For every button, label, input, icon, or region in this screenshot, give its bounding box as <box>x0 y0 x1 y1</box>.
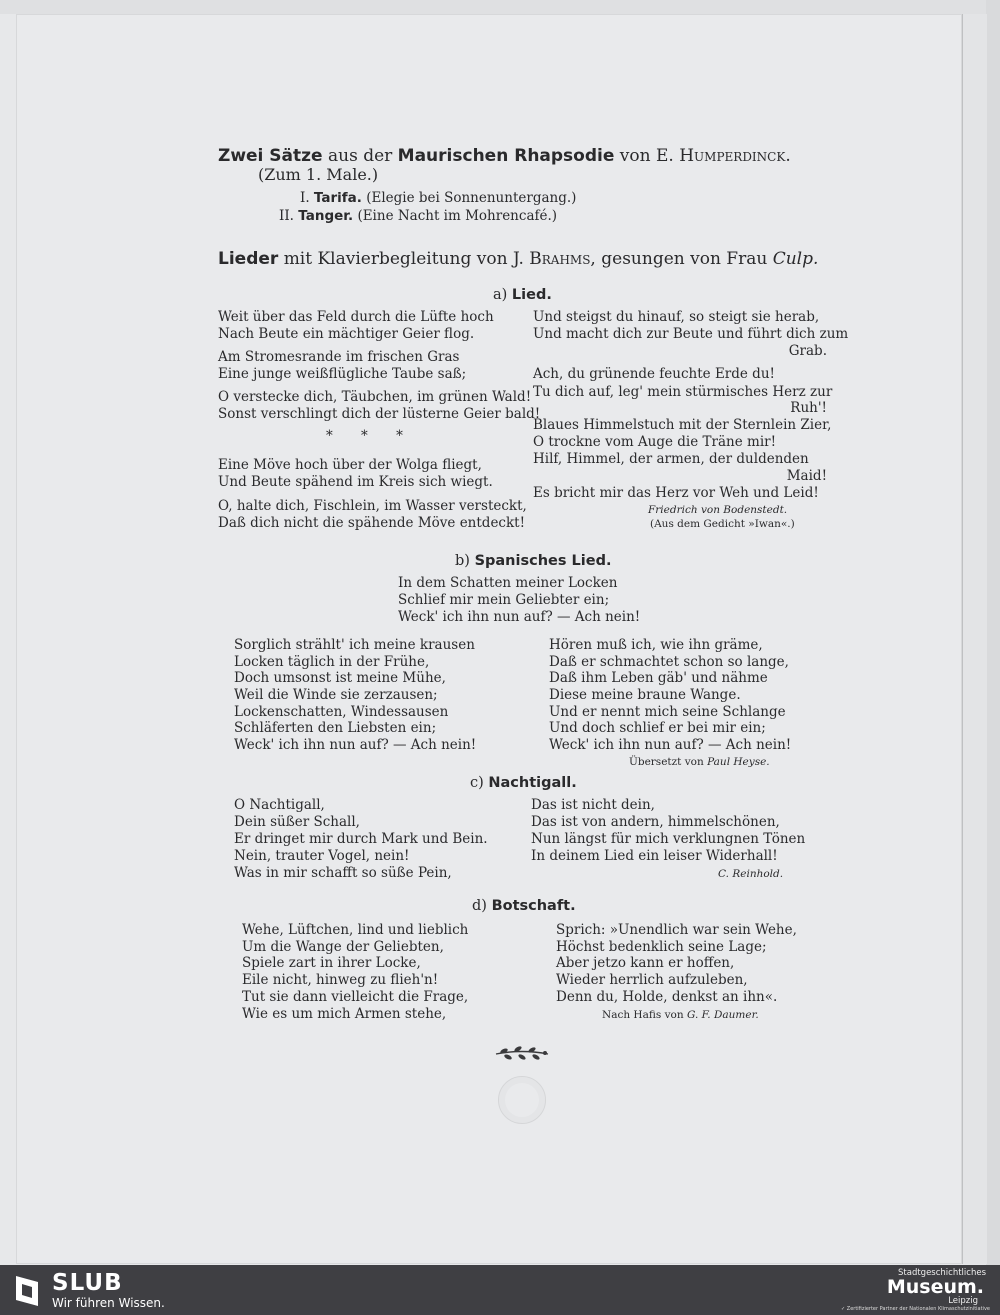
song-a-heading <box>493 287 552 304</box>
song-b-prefix: b) <box>455 553 470 569</box>
song-c-left-line-5: Was in mir schafft so süße Pein, <box>234 865 452 881</box>
song-c-left-line-3: Er dringet mir durch Mark und Bein. <box>234 831 488 847</box>
singer-name: Culp. <box>772 249 819 269</box>
song-a-left-line-8: Und Beute spähend im Kreis sich wiegt. <box>218 474 493 490</box>
song-c-author: C. Reinhold. <box>718 868 784 880</box>
song-b-heading <box>455 553 611 570</box>
song-d-credit-name: G. F. Daumer. <box>686 1009 759 1021</box>
song-b-right-line-5: Und er nennt mich seine Schlange <box>549 704 786 720</box>
song-d-left-line-2: Um die Wange der Geliebten, <box>242 939 444 955</box>
program-title <box>218 146 791 166</box>
song-c-right-line-2: Das ist von andern, himmelschönen, <box>531 814 780 830</box>
song-a-prefix: a) <box>493 287 508 303</box>
movement-1 <box>300 190 576 207</box>
song-b-right-line-3: Daß ihm Leben gäb' und nähme <box>549 670 768 686</box>
song-d-left-line-1: Wehe, Lüftchen, lind und lieblich <box>242 922 469 938</box>
song-c-heading <box>470 775 577 792</box>
song-b-right-line-4: Diese meine braune Wange. <box>549 687 741 703</box>
song-a-left-line-9: O, halte dich, Fischlein, im Wasser versteckt, <box>218 498 527 514</box>
song-d-right-line-5: Denn du, Holde, denkst an ihn«. <box>556 989 778 1005</box>
slub-logo-icon[interactable] <box>14 1272 40 1308</box>
song-d-right-line-3: Aber jetzo kann er hoffen, <box>556 955 735 971</box>
song-d-credit-prefix: Nach Hafis von <box>602 1009 684 1021</box>
movement-2-number: II. <box>279 208 294 224</box>
song-b-credit <box>629 756 770 768</box>
song-c-left-line-1: O Nachtigall, <box>234 797 325 813</box>
program-note: (Zum 1. Male.) <box>258 165 379 184</box>
song-a-right-line-9: Hilf, Himmel, der armen, der duldenden <box>533 451 809 467</box>
museum-city: Leipzig <box>948 1296 978 1306</box>
slub-name[interactable]: SLUB <box>52 1270 123 1296</box>
lieder-bold: Lieder <box>218 249 279 269</box>
song-d-left-line-5: Tut sie dann vielleicht die Frage, <box>242 989 469 1005</box>
song-a-author: Friedrich von Bodenstedt. <box>648 504 788 516</box>
song-a-title: Lied. <box>511 287 552 303</box>
song-d-heading <box>472 898 576 915</box>
song-a-right-line-10: Maid! <box>786 468 827 484</box>
movement-1-desc: (Elegie bei Sonnenuntergang.) <box>366 190 577 206</box>
song-d-left-line-4: Eile nicht, hinweg zu flieh'n! <box>242 972 439 988</box>
museum-top-label: Stadtgeschichtliches <box>898 1268 986 1278</box>
song-a-right-line-11: Es bricht mir das Herz vor Weh und Leid! <box>533 485 819 501</box>
song-b-title: Spanisches Lied. <box>474 553 612 569</box>
song-b-left-line-2: Locken täglich in der Frühe, <box>234 654 430 670</box>
song-a-left-line-3: Am Stromesrande im frischen Gras <box>218 349 460 365</box>
scan-top-edge <box>0 0 1000 14</box>
floral-ornament-icon <box>494 1043 550 1065</box>
song-a-right-line-6: Ruh'! <box>790 400 827 416</box>
movement-2-name: Tanger. <box>298 208 354 224</box>
next-page-strip <box>962 14 987 1264</box>
song-b-intro-2: Schlief mir mein Geliebter ein; <box>398 592 610 608</box>
title-bold-2: Maurischen Rhapsodie <box>397 146 615 166</box>
movement-2 <box>279 208 557 225</box>
song-c-left-line-2: Dein süßer Schall, <box>234 814 360 830</box>
song-b-credit-name: Paul Heyse. <box>707 756 770 768</box>
title-bold-1: Zwei Sätze <box>218 146 323 166</box>
song-d-credit <box>602 1009 759 1021</box>
scan-right-edge <box>986 0 1000 1265</box>
song-b-intro-3: Weck' ich ihn nun auf? — Ach nein! <box>398 609 641 625</box>
song-b-right-line-6: Und doch schlief er bei mir ein; <box>549 720 766 736</box>
song-b-right-line-2: Daß er schmachtet schon so lange, <box>549 654 789 670</box>
song-a-right-line-8: O trockne vom Auge die Träne mir! <box>533 434 777 450</box>
slub-tagline: Wir führen Wissen. <box>52 1296 165 1310</box>
song-a-right-line-5: Tu dich auf, leg' mein stürmisches Herz zur <box>533 384 833 400</box>
song-a-left-line-1: Weit über das Feld durch die Lüfte hoch <box>218 309 494 325</box>
song-b-left-line-7: Weck' ich ihn nun auf? — Ach nein! <box>234 737 477 753</box>
song-b-left-line-3: Doch umsonst ist meine Mühe, <box>234 670 446 686</box>
song-a-left-line-10: Daß dich nicht die spähende Möve entdeckt! <box>218 515 526 531</box>
title-mid-2: von E. <box>619 146 674 166</box>
song-a-asterisks: * * * <box>326 428 415 444</box>
library-stamp-icon <box>498 1076 546 1124</box>
movement-1-name: Tarifa. <box>313 190 362 206</box>
title-mid-1: aus der <box>327 146 393 166</box>
song-b-left-line-1: Sorglich strählt' ich meine krausen <box>234 637 475 653</box>
viewer-footer <box>0 1265 1000 1315</box>
song-a-right-line-2: Und macht dich zur Beute und führt dich zum <box>533 326 849 342</box>
song-c-title: Nachtigall. <box>488 775 577 791</box>
song-c-left-line-4: Nein, trauter Vogel, nein! <box>234 848 410 864</box>
song-d-left-line-6: Wie es um mich Armen stehe, <box>242 1006 447 1022</box>
composer-humperdinck: Humperdinck. <box>679 146 791 166</box>
song-b-left-line-5: Lockenschatten, Windessausen <box>234 704 449 720</box>
song-a-left-line-2: Nach Beute ein mächtiger Geier flog. <box>218 326 475 342</box>
song-b-credit-prefix: Übersetzt von <box>629 756 704 768</box>
song-d-prefix: d) <box>472 898 487 914</box>
lieder-mid-2: gesungen von Frau <box>601 249 768 269</box>
song-c-right-line-4: In deinem Lied ein leiser Widerhall! <box>531 848 778 864</box>
song-d-left-line-3: Spiele zart in ihrer Locke, <box>242 955 421 971</box>
song-d-right-line-2: Höchst bedenklich seine Lage; <box>556 939 767 955</box>
movement-2-desc: (Eine Nacht im Mohrencafé.) <box>357 208 558 224</box>
song-c-right-line-3: Nun längst für mich verklungnen Tönen <box>531 831 806 847</box>
movement-1-number: I. <box>300 190 310 206</box>
song-d-title: Botschaft. <box>491 898 576 914</box>
song-c-right-line-1: Das ist nicht dein, <box>531 797 655 813</box>
song-d-right-line-4: Wieder herrlich aufzuleben, <box>556 972 748 988</box>
song-b-intro-1: In dem Schatten meiner Locken <box>398 575 618 591</box>
museum-partner-note: ✓ Zertifizierter Partner der Nationalen Klimaschutzinitiative <box>840 1306 990 1312</box>
song-a-left-line-6: Sonst verschlingt dich der lüsterne Geier bald! <box>218 406 541 422</box>
song-a-left-line-4: Eine junge weißflügliche Taube saß; <box>218 366 467 382</box>
song-a-right-line-3: Grab. <box>788 343 827 359</box>
song-a-right-line-4: Ach, du grünende feuchte Erde du! <box>533 366 775 382</box>
song-b-right-line-7: Weck' ich ihn nun auf? — Ach nein! <box>549 737 792 753</box>
lieder-heading <box>218 249 818 269</box>
song-d-right-line-1: Sprich: »Unendlich war sein Wehe, <box>556 922 797 938</box>
song-a-right-line-7: Blaues Himmelstuch mit der Sternlein Zier, <box>533 417 832 433</box>
song-a-source: (Aus dem Gedicht »Iwan«.) <box>650 518 795 530</box>
song-b-right-line-1: Hören muß ich, wie ihn gräme, <box>549 637 763 653</box>
song-c-prefix: c) <box>470 775 484 791</box>
song-a-left-line-5: O verstecke dich, Täubchen, im grünen Wald! <box>218 389 532 405</box>
lieder-mid: mit Klavierbegleitung von J. <box>283 249 524 269</box>
song-a-right-line-1: Und steigst du hinauf, so steigt sie herab, <box>533 309 820 325</box>
song-a-left-line-7: Eine Möve hoch über der Wolga fliegt, <box>218 457 482 473</box>
song-b-left-line-4: Weil die Winde sie zerzausen; <box>234 687 438 703</box>
song-b-left-line-6: Schläferten den Liebsten ein; <box>234 720 437 736</box>
composer-brahms: Brahms, <box>529 249 596 269</box>
museum-name[interactable]: Museum. <box>886 1276 984 1298</box>
